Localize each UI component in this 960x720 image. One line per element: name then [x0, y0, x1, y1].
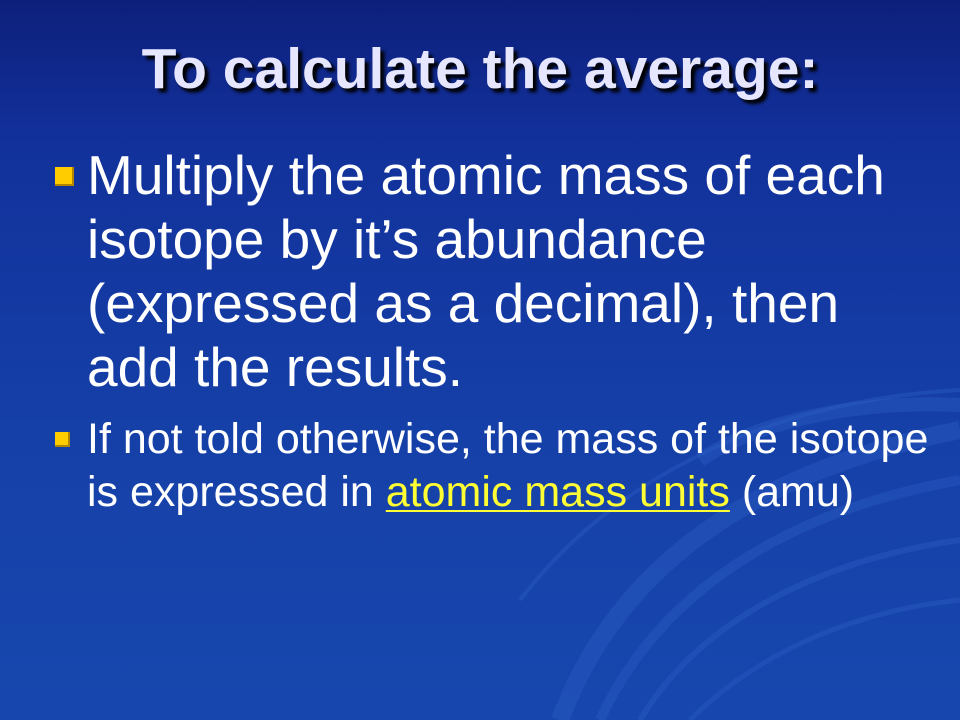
square-bullet-icon: [55, 167, 74, 186]
atomic-mass-units-link[interactable]: atomic mass units: [385, 468, 730, 516]
bullet-text-after-link: (amu): [729, 468, 855, 516]
bullet-text-before-link: If not told otherwise, the mass of the isotope is expressed in: [87, 415, 929, 516]
bullet-text: [87, 413, 930, 519]
bullet-list: [50, 143, 930, 519]
bullet-text: Multiply the atomic mass of each isotope by it’s abundance (expressed as a decimal), then add the results.: [87, 144, 885, 398]
bullet-item: [50, 143, 930, 399]
square-bullet-icon: [55, 432, 70, 447]
slide-title: To calculate the average:: [141, 37, 819, 101]
bullet-item: [50, 413, 930, 519]
